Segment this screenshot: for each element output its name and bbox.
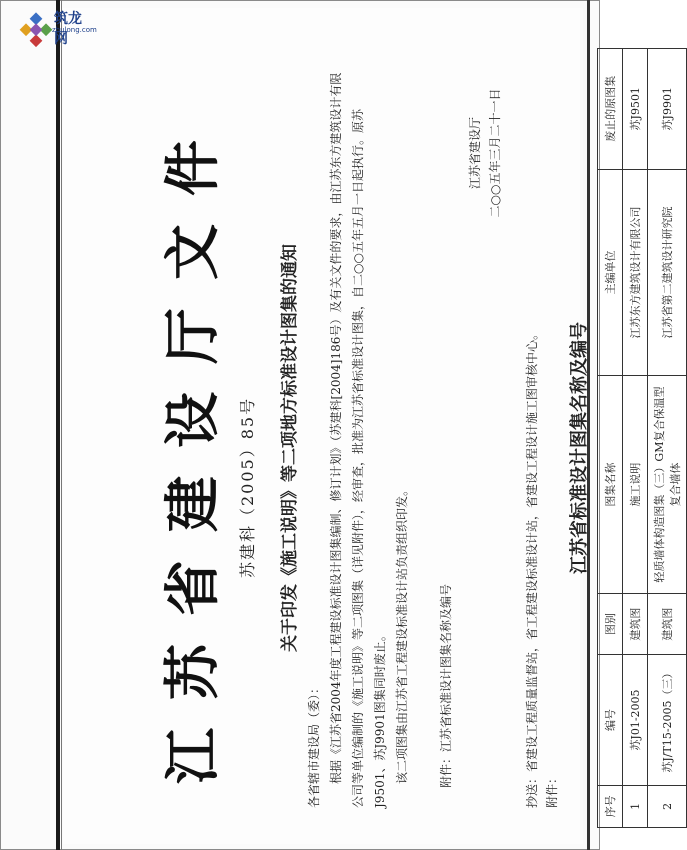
binding-spine-line: [61, 0, 62, 850]
table-cell: 苏J9901: [648, 49, 687, 170]
signature-org: 江苏省建设厅: [468, 117, 482, 190]
col-header: 序号: [598, 785, 623, 827]
table-header-row: [598, 49, 623, 828]
zhulong-logo: [12, 4, 97, 68]
table-cell: 苏J01-2005: [623, 655, 648, 785]
body-text: [325, 68, 413, 808]
attachment-note: 附件：江苏省标准设计图集名称及编号: [439, 583, 453, 788]
binding-spine: [56, 0, 60, 850]
col-header: 主编单位: [598, 169, 623, 376]
table-row: [648, 49, 687, 828]
col-header: 废止的原图集: [598, 49, 623, 170]
table-cell: 2: [648, 785, 687, 827]
table-row: [623, 49, 648, 828]
col-header: 编号: [598, 655, 623, 785]
signature-block: [465, 78, 505, 228]
signature-date: 二○○五年三月二十一日: [488, 88, 502, 218]
zhulong-logo-icon: [18, 12, 54, 48]
col-header: 图集名称: [598, 376, 623, 593]
body-paragraph: 根据《江苏省2004年度工程建设标准设计图集编制、修订计划》（苏建科[2004]186号）及有关文件的要求，由江苏东方建筑设计有限公司等单位编制的《施工说明》等二项图集（详见附件），经审查，批准为江苏省标准设计图集，自二○○五年五月一日起执行。原苏J9501、苏J9901图集同时废止。: [329, 72, 387, 808]
table-cell: 建筑图: [623, 593, 648, 655]
standards-table: [597, 48, 687, 828]
cc-line: 抄送：省建设工程质量监督站，省工程建设标准设计站，省建设工程设计施工图审核中心。: [525, 327, 539, 808]
table-cell: 江苏省第二建筑设计研究院: [648, 169, 687, 376]
col-header: 图别: [598, 593, 623, 655]
table-cell: 苏J/T15-2005（三）: [648, 655, 687, 785]
scanned-page: [63, 8, 682, 844]
table-cell: 江苏东方建筑设计有限公司: [623, 169, 648, 376]
table-cell: 轻质墙体构造图集（三）GM复合保温型复合墙体: [648, 376, 687, 593]
table-cell: 建筑图: [648, 593, 687, 655]
copy-note: 附件：: [545, 771, 559, 808]
table-cell: 苏J9501: [623, 49, 648, 170]
document-header: 江苏省建设厅文件: [160, 112, 226, 784]
addressee: 各省辖市建设局（委）：: [307, 681, 321, 808]
body-paragraph: 该二项图集由江苏省工程建设标准设计站负责组织印发。: [395, 483, 409, 784]
logo-text-en: zhulong.com: [52, 26, 97, 34]
logo-text-cn: 筑龙网: [54, 11, 82, 47]
notice-title: 关于印发《施工说明》等二项地方标准设计图集的通知: [280, 244, 300, 652]
table-title: 江苏省标准设计图集名称及编号: [569, 322, 590, 574]
table-cell: 施工说明: [623, 376, 648, 593]
rotated-document: [145, 48, 682, 828]
table-cell: 1: [623, 785, 648, 827]
document-number: 苏建科（2005）85号: [238, 396, 257, 578]
